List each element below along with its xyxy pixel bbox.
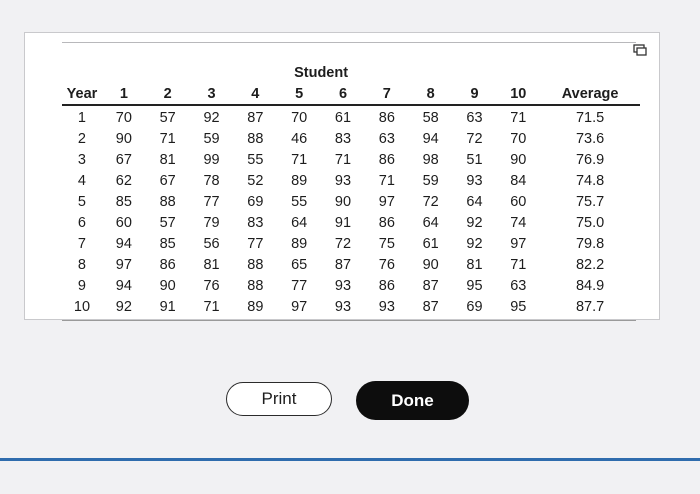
score-cell: 58	[422, 109, 439, 126]
score-cell: 86	[378, 151, 395, 168]
score-cell: 64	[466, 193, 483, 210]
average-cell: 74.8	[575, 172, 605, 189]
table-row	[62, 128, 640, 149]
score-cell: 69	[247, 193, 264, 210]
average-cell: 79.8	[575, 235, 605, 252]
year-column-header: Year	[62, 83, 102, 105]
table-row	[62, 191, 640, 212]
score-cell: 81	[203, 256, 220, 273]
score-cell: 71	[159, 130, 176, 147]
score-cell: 90	[115, 130, 132, 147]
score-cell: 92	[466, 235, 483, 252]
score-cell: 93	[378, 298, 395, 315]
score-cell: 86	[378, 214, 395, 231]
score-cell: 71	[203, 298, 220, 315]
score-cell: 87	[247, 109, 264, 126]
score-cell: 87	[422, 298, 439, 315]
score-cell: 74	[510, 214, 527, 231]
student-scores-table	[62, 63, 640, 317]
average-column-header: Average	[540, 83, 640, 105]
score-cell: 90	[334, 193, 352, 210]
score-cell: 95	[510, 298, 527, 315]
table-row	[62, 233, 640, 254]
score-cell: 92	[203, 109, 220, 126]
score-cell: 71	[334, 151, 352, 168]
year-cell: 2	[77, 130, 86, 147]
score-cell: 72	[334, 235, 352, 252]
score-cell: 63	[378, 130, 395, 147]
score-cell: 65	[291, 256, 308, 273]
table-row	[62, 170, 640, 191]
student-column-header: 3	[190, 83, 234, 105]
score-cell: 81	[466, 256, 483, 273]
average-cell: 82.2	[575, 256, 605, 273]
score-cell: 90	[159, 277, 176, 294]
student-column-header: 9	[453, 83, 497, 105]
student-column-header: 8	[409, 83, 453, 105]
score-cell: 85	[159, 235, 176, 252]
score-cell: 97	[115, 256, 132, 273]
score-cell: 52	[247, 172, 264, 189]
score-cell: 55	[291, 193, 308, 210]
average-cell: 87.7	[575, 298, 605, 315]
score-cell: 88	[247, 277, 264, 294]
footer-accent-bar	[0, 458, 700, 461]
score-cell: 64	[291, 214, 308, 231]
score-cell: 77	[291, 277, 308, 294]
panel-divider-bottom	[62, 320, 636, 321]
score-cell: 76	[203, 277, 220, 294]
year-cell: 3	[77, 151, 86, 168]
score-cell: 83	[247, 214, 264, 231]
table-row	[62, 254, 640, 275]
score-cell: 59	[422, 172, 439, 189]
score-cell: 87	[334, 256, 352, 273]
score-cell: 63	[466, 109, 483, 126]
score-cell: 71	[378, 172, 395, 189]
table-row	[62, 275, 640, 296]
score-cell: 67	[159, 172, 176, 189]
score-cell: 93	[334, 277, 352, 294]
score-cell: 92	[115, 298, 132, 315]
print-button[interactable]: Print	[226, 382, 332, 416]
score-cell: 94	[115, 277, 132, 294]
score-cell: 71	[510, 256, 527, 273]
score-cell: 51	[466, 151, 483, 168]
score-cell: 97	[510, 235, 527, 252]
score-cell: 88	[159, 193, 176, 210]
score-cell: 95	[466, 277, 483, 294]
score-cell: 67	[115, 151, 132, 168]
year-cell: 5	[77, 193, 86, 210]
score-cell: 70	[510, 130, 527, 147]
student-column-header: 2	[146, 83, 190, 105]
score-cell: 89	[247, 298, 264, 315]
score-cell: 93	[334, 172, 352, 189]
score-cell: 77	[247, 235, 264, 252]
score-cell: 89	[291, 172, 308, 189]
score-cell: 60	[115, 214, 132, 231]
score-cell: 83	[334, 130, 352, 147]
average-cell: 73.6	[575, 130, 605, 147]
year-cell: 7	[77, 235, 86, 252]
score-cell: 94	[422, 130, 439, 147]
score-cell: 99	[203, 151, 220, 168]
student-column-header: 6	[321, 83, 365, 105]
score-cell: 46	[291, 130, 308, 147]
year-cell: 4	[77, 172, 86, 189]
panel-divider-top	[62, 42, 636, 43]
score-cell: 85	[115, 193, 132, 210]
student-column-header: 1	[102, 83, 146, 105]
score-cell: 86	[378, 109, 395, 126]
score-cell: 88	[247, 256, 264, 273]
score-cell: 64	[422, 214, 439, 231]
score-cell: 59	[203, 130, 220, 147]
score-cell: 84	[510, 172, 527, 189]
score-cell: 56	[203, 235, 220, 252]
score-cell: 93	[466, 172, 483, 189]
score-cell: 98	[422, 151, 439, 168]
score-cell: 76	[378, 256, 395, 273]
table-row	[62, 149, 640, 170]
score-cell: 55	[247, 151, 264, 168]
score-cell: 70	[291, 109, 308, 126]
table-row	[62, 212, 640, 233]
score-cell: 63	[510, 277, 527, 294]
score-cell: 88	[247, 130, 264, 147]
score-cell: 89	[291, 235, 308, 252]
data-table-panel	[24, 32, 660, 320]
score-cell: 71	[510, 109, 527, 126]
score-cell: 97	[291, 298, 308, 315]
average-cell: 75.0	[575, 214, 605, 231]
score-cell: 78	[203, 172, 220, 189]
average-cell: 75.7	[575, 193, 605, 210]
table-row	[62, 105, 640, 128]
score-cell: 93	[334, 298, 352, 315]
score-cell: 97	[378, 193, 395, 210]
score-cell: 90	[510, 151, 527, 168]
score-cell: 86	[159, 256, 176, 273]
year-cell: 9	[77, 277, 86, 294]
score-cell: 91	[334, 214, 352, 231]
average-cell: 84.9	[575, 277, 605, 294]
score-cell: 90	[422, 256, 439, 273]
score-cell: 81	[159, 151, 176, 168]
score-cell: 69	[466, 298, 483, 315]
score-cell: 71	[291, 151, 308, 168]
student-column-header: 10	[496, 83, 540, 105]
score-cell: 77	[203, 193, 220, 210]
score-cell: 92	[466, 214, 483, 231]
table-body	[62, 105, 640, 317]
student-group-header: Student	[294, 65, 349, 81]
done-button[interactable]: Done	[356, 381, 469, 420]
score-cell: 75	[378, 235, 395, 252]
score-cell: 72	[422, 193, 439, 210]
copy-icon[interactable]	[633, 43, 647, 55]
year-cell: 8	[77, 256, 86, 273]
score-cell: 79	[203, 214, 220, 231]
score-cell: 62	[115, 172, 132, 189]
score-cell: 72	[466, 130, 483, 147]
student-column-header: 4	[233, 83, 277, 105]
average-cell: 76.9	[575, 151, 605, 168]
score-cell: 60	[510, 193, 527, 210]
score-cell: 91	[159, 298, 176, 315]
score-cell: 57	[159, 109, 176, 126]
average-cell: 71.5	[575, 109, 605, 126]
score-cell: 87	[422, 277, 439, 294]
student-column-header: 7	[365, 83, 409, 105]
year-cell: 1	[77, 109, 86, 126]
score-cell: 61	[422, 235, 439, 252]
year-cell: 10	[73, 298, 91, 315]
score-cell: 86	[378, 277, 395, 294]
score-cell: 94	[115, 235, 132, 252]
score-cell: 57	[159, 214, 176, 231]
student-column-header: 5	[277, 83, 321, 105]
table-row	[62, 296, 640, 317]
year-cell: 6	[77, 214, 86, 231]
table-group-header-row	[62, 63, 640, 83]
table-column-header-row	[62, 83, 640, 105]
score-cell: 70	[115, 109, 132, 126]
score-cell: 61	[334, 109, 352, 126]
